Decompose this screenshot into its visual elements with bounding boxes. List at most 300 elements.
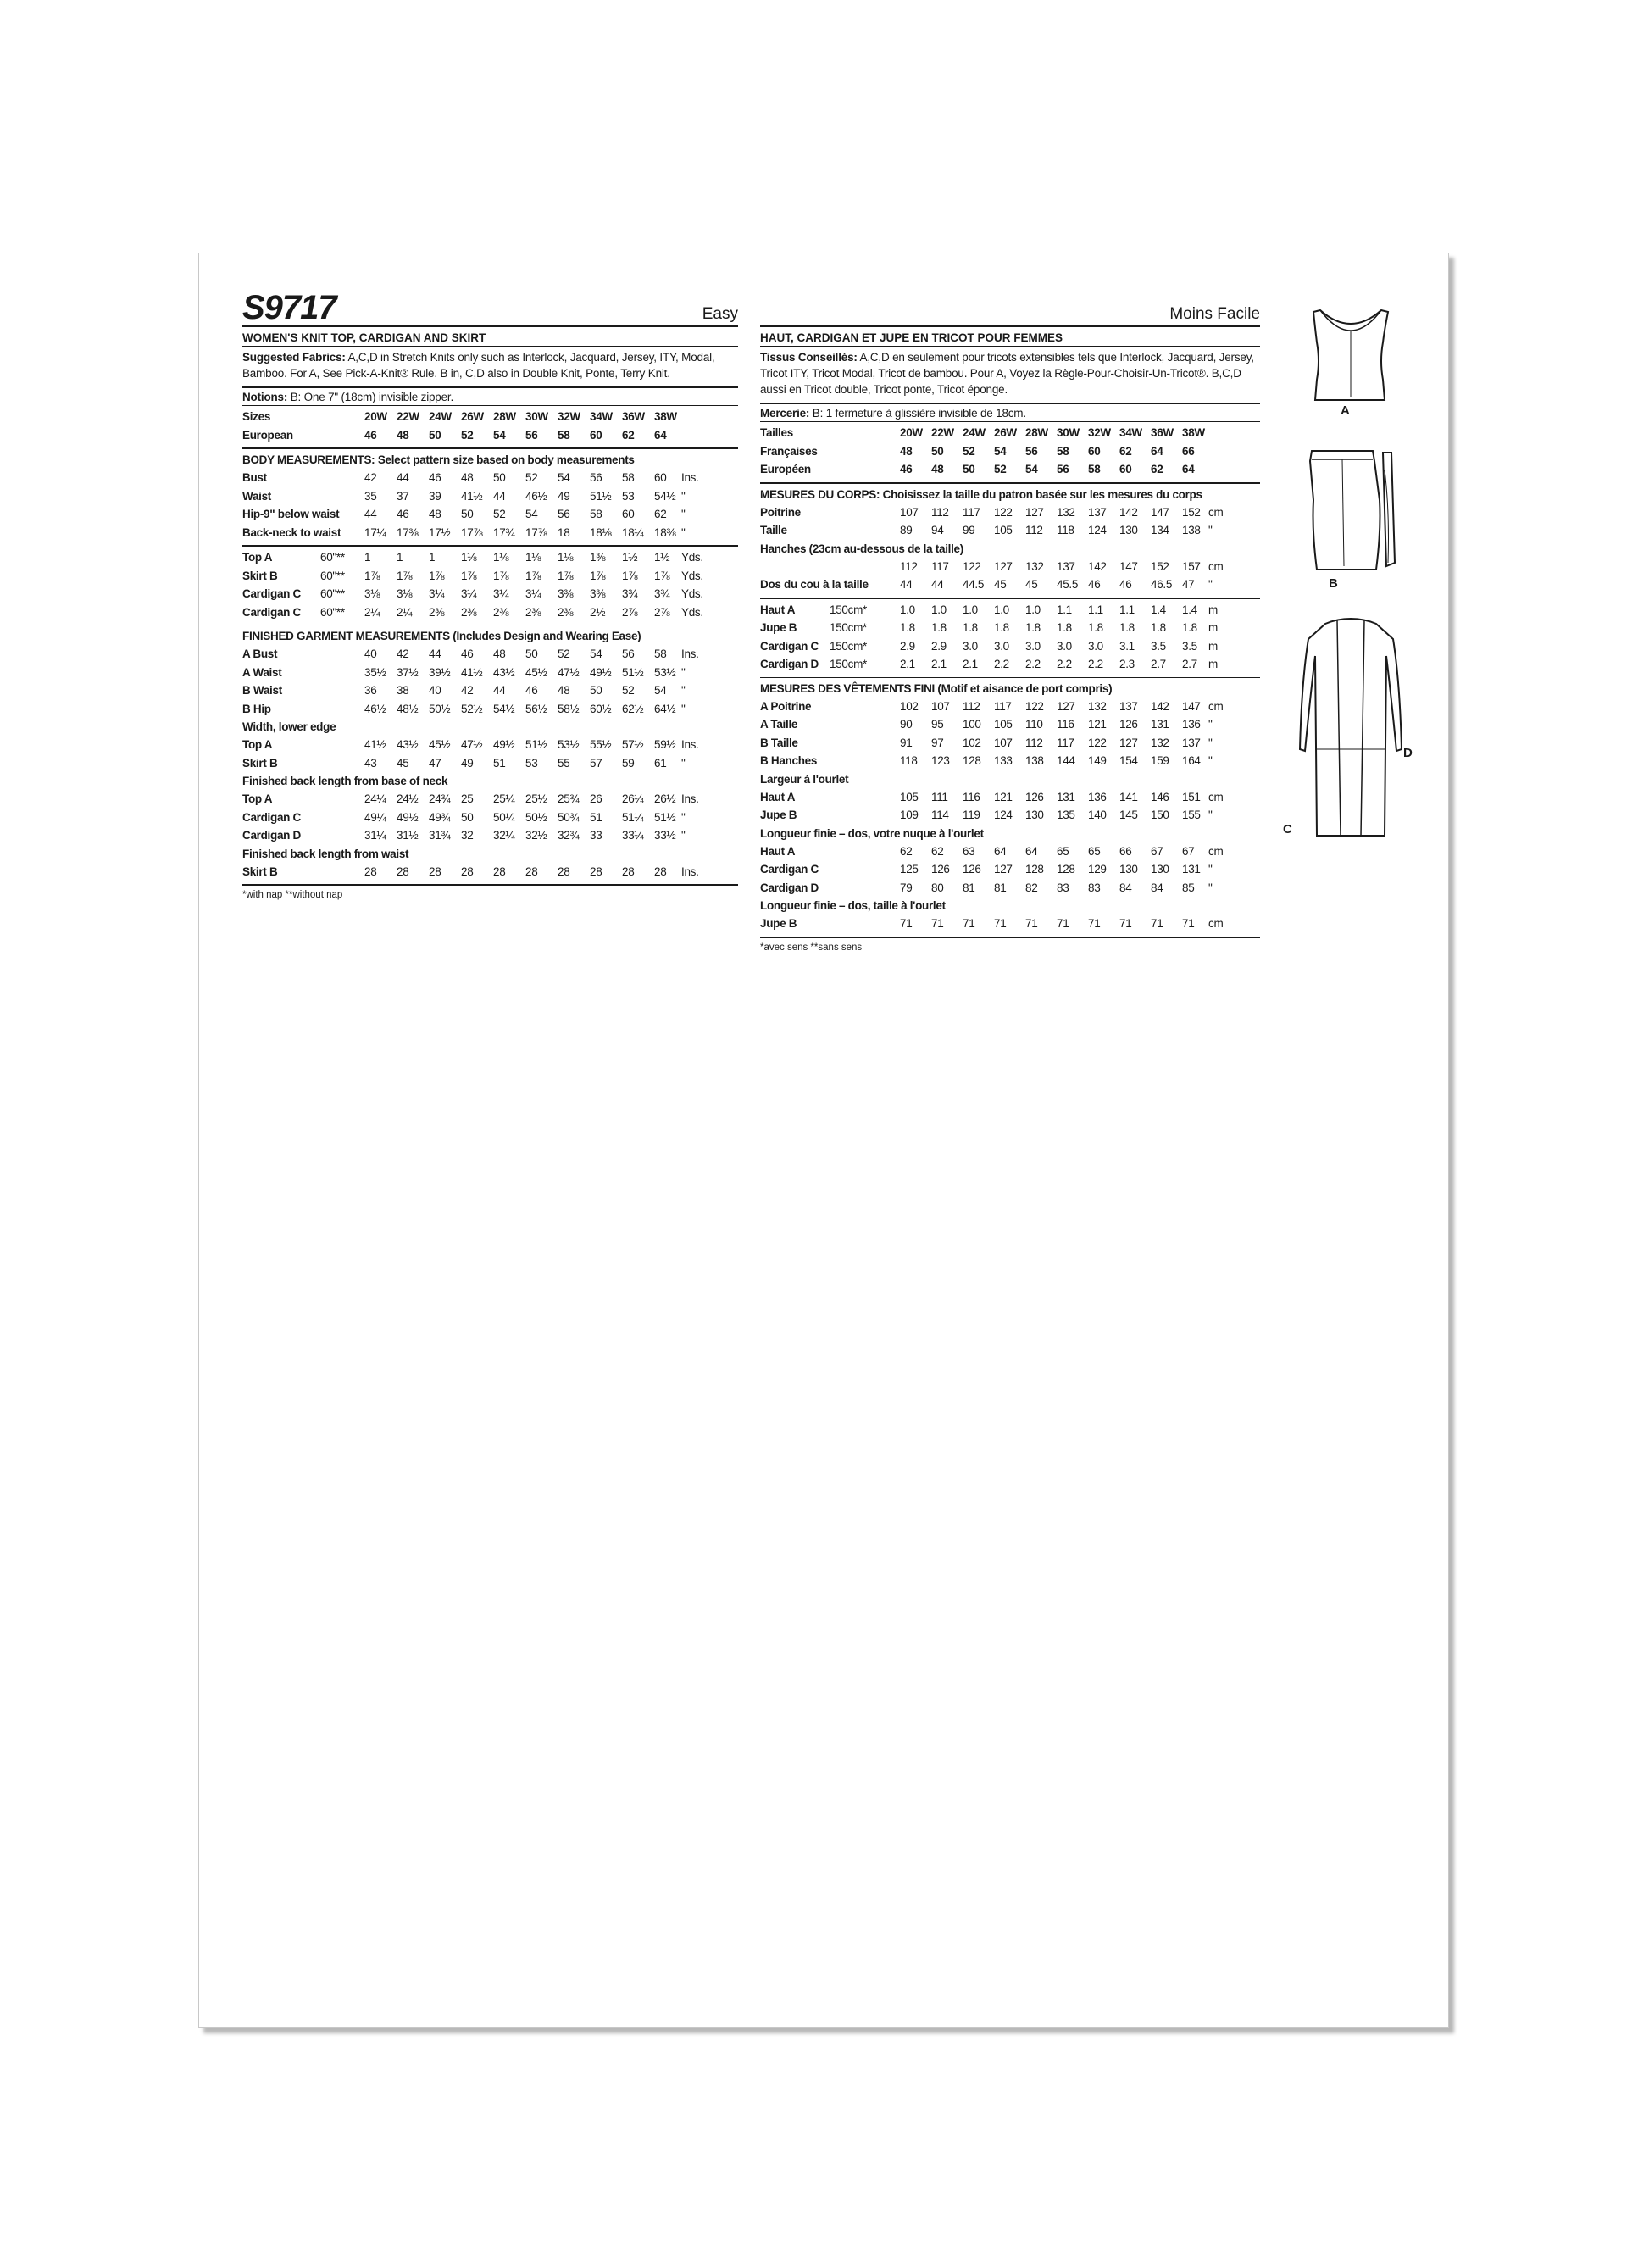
cell: 46 — [461, 648, 474, 660]
cell: 1.8 — [963, 621, 978, 634]
finished-measurements-fr — [760, 678, 1260, 938]
cell: 31¾ — [429, 829, 451, 842]
cell: 49¼ — [364, 810, 386, 824]
cell: 137 — [1119, 699, 1138, 713]
body-row — [760, 521, 1260, 540]
row-label: Cardigan C — [760, 863, 819, 876]
cell: 83 — [1088, 881, 1101, 894]
fabric-width: 60"** — [320, 587, 345, 600]
cell: 83 — [1057, 881, 1069, 894]
cell: 31½ — [397, 829, 419, 842]
cell: 66 — [1182, 444, 1195, 458]
cell: 51¼ — [622, 810, 644, 824]
fabric-width: 60"** — [320, 569, 345, 582]
cell: 2½ — [590, 605, 606, 619]
pattern-number: S9717 — [242, 289, 336, 326]
cell: 53 — [525, 756, 538, 770]
cell: 54 — [558, 471, 570, 484]
cell: 59½ — [654, 738, 676, 751]
cell: 38W — [1182, 426, 1205, 439]
cell: 121 — [1088, 718, 1107, 731]
french-header — [760, 290, 1260, 327]
body-row — [760, 503, 1260, 522]
cell: 26W — [461, 410, 484, 423]
cell: 105 — [900, 790, 919, 803]
cell: 134 — [1151, 524, 1169, 536]
cell: 32½ — [525, 829, 547, 842]
cell: 45½ — [429, 738, 451, 751]
neck-length-heading: Finished back length from base of neck — [242, 775, 448, 787]
unit: " — [1208, 809, 1213, 821]
unit: " — [681, 684, 686, 697]
label-c: C — [1283, 822, 1292, 837]
body-row — [760, 558, 1260, 576]
cell: 17¾ — [493, 525, 515, 539]
fabrics-en — [242, 347, 738, 386]
cell: 117 — [963, 505, 980, 519]
cell: 1⅛ — [525, 551, 541, 564]
english-column — [242, 290, 738, 900]
finished-row — [242, 700, 738, 719]
cell: 3.0 — [963, 639, 978, 653]
cell: 147 — [1119, 559, 1138, 573]
cell: 28W — [1025, 426, 1048, 439]
cell: 58½ — [558, 702, 580, 715]
cell: 42 — [364, 471, 377, 484]
cell: 34W — [590, 410, 613, 423]
cell: 50 — [525, 648, 538, 660]
cell: 48 — [429, 508, 441, 520]
row-label: Haut A — [760, 790, 796, 803]
row-label: Cardigan C — [760, 639, 819, 653]
notions-label: Mercerie: — [760, 407, 810, 420]
cell: 36 — [364, 684, 377, 697]
cell: 45 — [994, 578, 1007, 591]
row-label: Poitrine — [760, 505, 801, 519]
cell: 1⅞ — [622, 569, 638, 582]
cell: 1.0 — [963, 603, 978, 616]
cell: 18¼ — [622, 525, 644, 539]
cell: 105 — [994, 524, 1013, 536]
footnote-en: *with nap **without nap — [242, 890, 343, 900]
cell: 2.1 — [900, 658, 915, 670]
sizes-row — [760, 424, 1260, 442]
yardage-row — [242, 567, 738, 586]
cell: 46 — [429, 471, 441, 484]
row-label: A Waist — [242, 665, 282, 679]
cell: 64½ — [654, 702, 676, 715]
cell: 1.4 — [1182, 603, 1197, 616]
cell: 48½ — [397, 702, 419, 715]
cell: 2.2 — [1025, 658, 1041, 670]
cell: 42 — [397, 648, 409, 660]
cell: 64 — [1151, 444, 1163, 458]
row-label: Cardigan C — [242, 587, 302, 600]
unit: Ins. — [681, 471, 699, 484]
cell: 110 — [1025, 718, 1043, 731]
cell: 28 — [461, 864, 474, 878]
neck-length-row — [242, 790, 738, 809]
cell: 142 — [1119, 505, 1138, 519]
unit: m — [1208, 639, 1218, 653]
cell: 64 — [1182, 463, 1195, 475]
unit: " — [1208, 578, 1213, 591]
hips-heading: Hanches (23cm au-dessous de la taille) — [760, 542, 963, 555]
cell: 46½ — [364, 702, 386, 715]
cell: 52 — [963, 444, 975, 458]
cell: 3.0 — [994, 639, 1009, 653]
cell: 133 — [994, 754, 1013, 767]
cell: 131 — [1151, 718, 1169, 731]
cell: 61 — [654, 756, 667, 770]
garment-illustrations — [1283, 309, 1413, 851]
cell: 3.1 — [1119, 639, 1135, 653]
cell: 2⅜ — [493, 605, 509, 619]
row-label: A Bust — [242, 648, 278, 660]
unit: Yds. — [681, 551, 703, 564]
unit: cm — [1208, 699, 1224, 713]
cell: 58 — [622, 471, 635, 484]
width-row — [242, 736, 738, 754]
cell: 60 — [590, 428, 602, 442]
fabrics-text: A,C,D en seulement pour tricots extensibles tels que Interlock, Jacquard, Jersey, Tricot ITY, Tricot Modal, Tricot de bambou. Pour A, Voyez la Règle-Pour-Choisir-Un-Tricot®. B,C,D aussi en Tricot double, Tricot ponte, Tricot éponge. — [760, 351, 1254, 396]
cell: 54 — [994, 444, 1007, 458]
cell: 1.8 — [900, 621, 915, 634]
cell: 58 — [1088, 463, 1101, 475]
cell: 95 — [931, 718, 944, 731]
cell: 71 — [1088, 917, 1101, 930]
cell: 2¼ — [364, 605, 380, 619]
neck-length-row — [760, 842, 1260, 861]
cell: 59 — [622, 756, 635, 770]
cell: 1.1 — [1088, 603, 1103, 616]
cell: 24W — [429, 410, 452, 423]
cell: 3.0 — [1057, 639, 1072, 653]
cell: 71 — [900, 917, 913, 930]
cell: 152 — [1151, 559, 1169, 573]
cell: 41½ — [461, 665, 483, 679]
cell: 28 — [654, 864, 667, 878]
cell: 47 — [1182, 578, 1195, 591]
cell: 52 — [622, 684, 635, 697]
cell: 164 — [1182, 754, 1201, 767]
unit: m — [1208, 603, 1218, 616]
cell: 54 — [1025, 463, 1038, 475]
cell: 144 — [1057, 754, 1075, 767]
cell: 51½ — [622, 665, 644, 679]
cell: 52 — [558, 648, 570, 660]
cell: 18⅜ — [654, 525, 676, 539]
body-row — [242, 505, 738, 524]
cell: 2.2 — [1088, 658, 1103, 670]
cell: 37 — [397, 489, 409, 503]
notions-label: Notions: — [242, 391, 288, 403]
cell: 18 — [558, 525, 570, 539]
cell: 127 — [1025, 505, 1044, 519]
cell: 63 — [963, 844, 975, 858]
cell: 122 — [1088, 736, 1107, 749]
cell: 44 — [429, 648, 441, 660]
cell: 80 — [931, 881, 944, 894]
cell: 31¼ — [364, 829, 386, 842]
cell: 54½ — [493, 702, 515, 715]
cell: 122 — [1025, 699, 1044, 713]
cell: 51½ — [525, 738, 547, 751]
body-heading: BODY MEASUREMENTS: Select pattern size based on body measurements — [242, 453, 635, 466]
label-d: D — [1403, 746, 1413, 760]
unit: Yds. — [681, 569, 703, 582]
cell: 37½ — [397, 665, 419, 679]
cell: 46.5 — [1151, 578, 1173, 591]
cell: 25¾ — [558, 792, 580, 805]
cell: 2.9 — [931, 639, 947, 653]
finished-measurements-en — [242, 625, 738, 886]
cell: 1.8 — [1182, 621, 1197, 634]
cell: 56 — [558, 508, 570, 520]
cell: 60 — [1088, 444, 1101, 458]
cell: 57½ — [622, 738, 644, 751]
cell: 2⅜ — [429, 605, 445, 619]
cell: 58 — [1057, 444, 1069, 458]
cell: 2.7 — [1151, 658, 1166, 670]
cell: 118 — [1057, 524, 1074, 536]
fabric-width: 150cm* — [830, 658, 867, 670]
cell: 149 — [1088, 754, 1107, 767]
yardage-row — [242, 585, 738, 603]
cell: 28 — [558, 864, 570, 878]
cell: 49½ — [590, 665, 612, 679]
cell: 137 — [1057, 559, 1075, 573]
cell: 64 — [1025, 844, 1038, 858]
neck-length-heading: Longueur finie – dos, votre nuque à l'ourlet — [760, 826, 984, 840]
cell: 58 — [654, 648, 667, 660]
notions-text: B: 1 fermeture à glissière invisible de 18cm. — [809, 407, 1026, 420]
francaises-row — [760, 442, 1260, 461]
cell: 112 — [1025, 736, 1043, 749]
cell: 114 — [931, 809, 949, 821]
cell: 52 — [493, 508, 506, 520]
cell: 62 — [1151, 463, 1163, 475]
skirt-b-drawing — [1310, 451, 1395, 570]
cell: 60 — [654, 471, 667, 484]
row-label: European — [242, 428, 293, 442]
cell: 48 — [558, 684, 570, 697]
unit: m — [1208, 658, 1218, 670]
cell: 28 — [364, 864, 377, 878]
cell: 44.5 — [963, 578, 985, 591]
cell: 102 — [900, 699, 919, 713]
cell: 49½ — [397, 810, 419, 824]
difficulty-en: Easy — [702, 305, 738, 323]
title-en: WOMEN'S KNIT TOP, CARDIGAN AND SKIRT — [242, 331, 738, 347]
cell: 44 — [931, 578, 944, 591]
cell: 54 — [654, 684, 667, 697]
yardage-row — [760, 619, 1260, 637]
cell: 1.4 — [1151, 603, 1166, 616]
cell: 150 — [1151, 809, 1169, 821]
cell: 130 — [1025, 809, 1044, 821]
body-measurements-fr — [760, 484, 1260, 599]
finished-heading: FINISHED GARMENT MEASUREMENTS (Includes Design and Wearing Ease) — [242, 630, 641, 642]
cell: 50 — [429, 428, 441, 442]
cell: 147 — [1182, 699, 1201, 713]
cell: 39½ — [429, 665, 451, 679]
title-fr: HAUT, CARDIGAN ET JUPE EN TRICOT POUR FEMMES — [760, 331, 1260, 347]
row-label: Cardigan C — [242, 810, 302, 824]
cell: 3¼ — [429, 587, 445, 600]
cell: 85 — [1182, 881, 1195, 894]
cell: 20W — [364, 410, 387, 423]
unit: " — [1208, 881, 1213, 894]
cell: 1.8 — [994, 621, 1009, 634]
cell: 24¾ — [429, 792, 451, 805]
finished-row — [760, 752, 1260, 770]
cell: 53½ — [654, 665, 676, 679]
row-label: Tailles — [760, 426, 793, 439]
cell: 117 — [994, 699, 1012, 713]
neck-length-row — [242, 809, 738, 827]
cell: 142 — [1088, 559, 1107, 573]
cell: 32¾ — [558, 829, 580, 842]
cell: 3¾ — [654, 587, 670, 600]
cell: 47 — [429, 756, 441, 770]
cell: 94 — [931, 524, 944, 536]
cell: 146 — [1151, 790, 1169, 803]
cell: 122 — [963, 559, 981, 573]
cell: 3⅛ — [364, 587, 380, 600]
european-row — [242, 426, 738, 445]
cell: 62½ — [622, 702, 644, 715]
cell: 97 — [931, 736, 944, 749]
cell: 117 — [931, 559, 949, 573]
unit: Ins. — [681, 864, 699, 878]
cell: 128 — [963, 754, 981, 767]
cell: 99 — [963, 524, 975, 536]
cell: 157 — [1182, 559, 1201, 573]
cell: 66 — [1119, 844, 1132, 858]
cell: 1⅞ — [654, 569, 670, 582]
row-label: A Taille — [760, 718, 798, 731]
cell: 50 — [461, 810, 474, 824]
cell: 1.8 — [1025, 621, 1041, 634]
cell: 140 — [1088, 809, 1107, 821]
cell: 36W — [622, 410, 645, 423]
cell: 57 — [590, 756, 602, 770]
cell: 25 — [461, 792, 474, 805]
yardage-row — [242, 603, 738, 622]
cell: 49 — [558, 489, 570, 503]
notions-fr — [760, 403, 1260, 422]
row-label: A Poitrine — [760, 699, 812, 713]
unit: Yds. — [681, 587, 703, 600]
cell: 39 — [429, 489, 441, 503]
unit: " — [1208, 754, 1213, 767]
cell: 26 — [590, 792, 602, 805]
fabric-width: 60"** — [320, 605, 345, 619]
cell: 127 — [1057, 699, 1075, 713]
cell: 47½ — [558, 665, 580, 679]
cell: 1½ — [622, 551, 638, 564]
english-header — [242, 290, 738, 327]
cell: 1.0 — [994, 603, 1009, 616]
finished-row — [760, 715, 1260, 734]
unit: " — [681, 756, 686, 770]
row-label: Top A — [242, 792, 273, 805]
cell: 44 — [364, 508, 377, 520]
cell: 25¼ — [493, 792, 515, 805]
cell: 1 — [364, 551, 371, 564]
cell: 50 — [493, 471, 506, 484]
cell: 26½ — [654, 792, 676, 805]
cell: 130 — [1119, 863, 1138, 876]
cell: 38W — [654, 410, 677, 423]
top-a-drawing — [1313, 310, 1388, 400]
cell: 116 — [963, 790, 980, 803]
cell: 65 — [1088, 844, 1101, 858]
waist-length-row — [242, 863, 738, 881]
unit: cm — [1208, 844, 1224, 858]
cell: 64 — [994, 844, 1007, 858]
cell: 51 — [493, 756, 506, 770]
cell: 17½ — [429, 525, 451, 539]
cell: 130 — [1151, 863, 1169, 876]
row-label: Skirt B — [242, 756, 278, 770]
cell: 54 — [493, 428, 506, 442]
cell: 154 — [1119, 754, 1138, 767]
cell: 46 — [900, 463, 913, 475]
cell: 1 — [429, 551, 436, 564]
cell: 142 — [1151, 699, 1169, 713]
unit: Ins. — [681, 792, 699, 805]
cell: 91 — [900, 736, 913, 749]
cell: 137 — [1088, 505, 1107, 519]
cell: 62 — [931, 844, 944, 858]
row-label: Jupe B — [760, 917, 797, 930]
fabric-width: 150cm* — [830, 639, 867, 653]
sizes-row — [242, 408, 738, 426]
cardigan-drawing — [1300, 619, 1402, 836]
cell: 58 — [558, 428, 570, 442]
cell: 45 — [397, 756, 409, 770]
cell: 50 — [590, 684, 602, 697]
cell: 46 — [525, 684, 538, 697]
cell: 124 — [994, 809, 1013, 821]
cell: 71 — [994, 917, 1007, 930]
yardage-row — [760, 655, 1260, 674]
row-label: Dos du cou à la taille — [760, 578, 869, 591]
row-label: Haut A — [760, 844, 796, 858]
cell: 79 — [900, 881, 913, 894]
cell: 26W — [994, 426, 1017, 439]
cell: 67 — [1151, 844, 1163, 858]
row-label: Taille — [760, 524, 787, 536]
notions-text: B: One 7" (18cm) invisible zipper. — [287, 391, 454, 403]
cell: 50¾ — [558, 810, 580, 824]
cell: 67 — [1182, 844, 1195, 858]
cell: 17⅞ — [525, 525, 547, 539]
cell: 2⅜ — [525, 605, 541, 619]
cell: 71 — [931, 917, 944, 930]
cell: 125 — [900, 863, 919, 876]
cell: 41½ — [364, 738, 386, 751]
cell: 49 — [461, 756, 474, 770]
cell: 3¼ — [461, 587, 477, 600]
cell: 50¼ — [493, 810, 515, 824]
cell: 44 — [493, 489, 506, 503]
cell: 1.0 — [1025, 603, 1041, 616]
width-heading: Width, lower edge — [242, 720, 336, 733]
cell: 151 — [1182, 790, 1201, 803]
